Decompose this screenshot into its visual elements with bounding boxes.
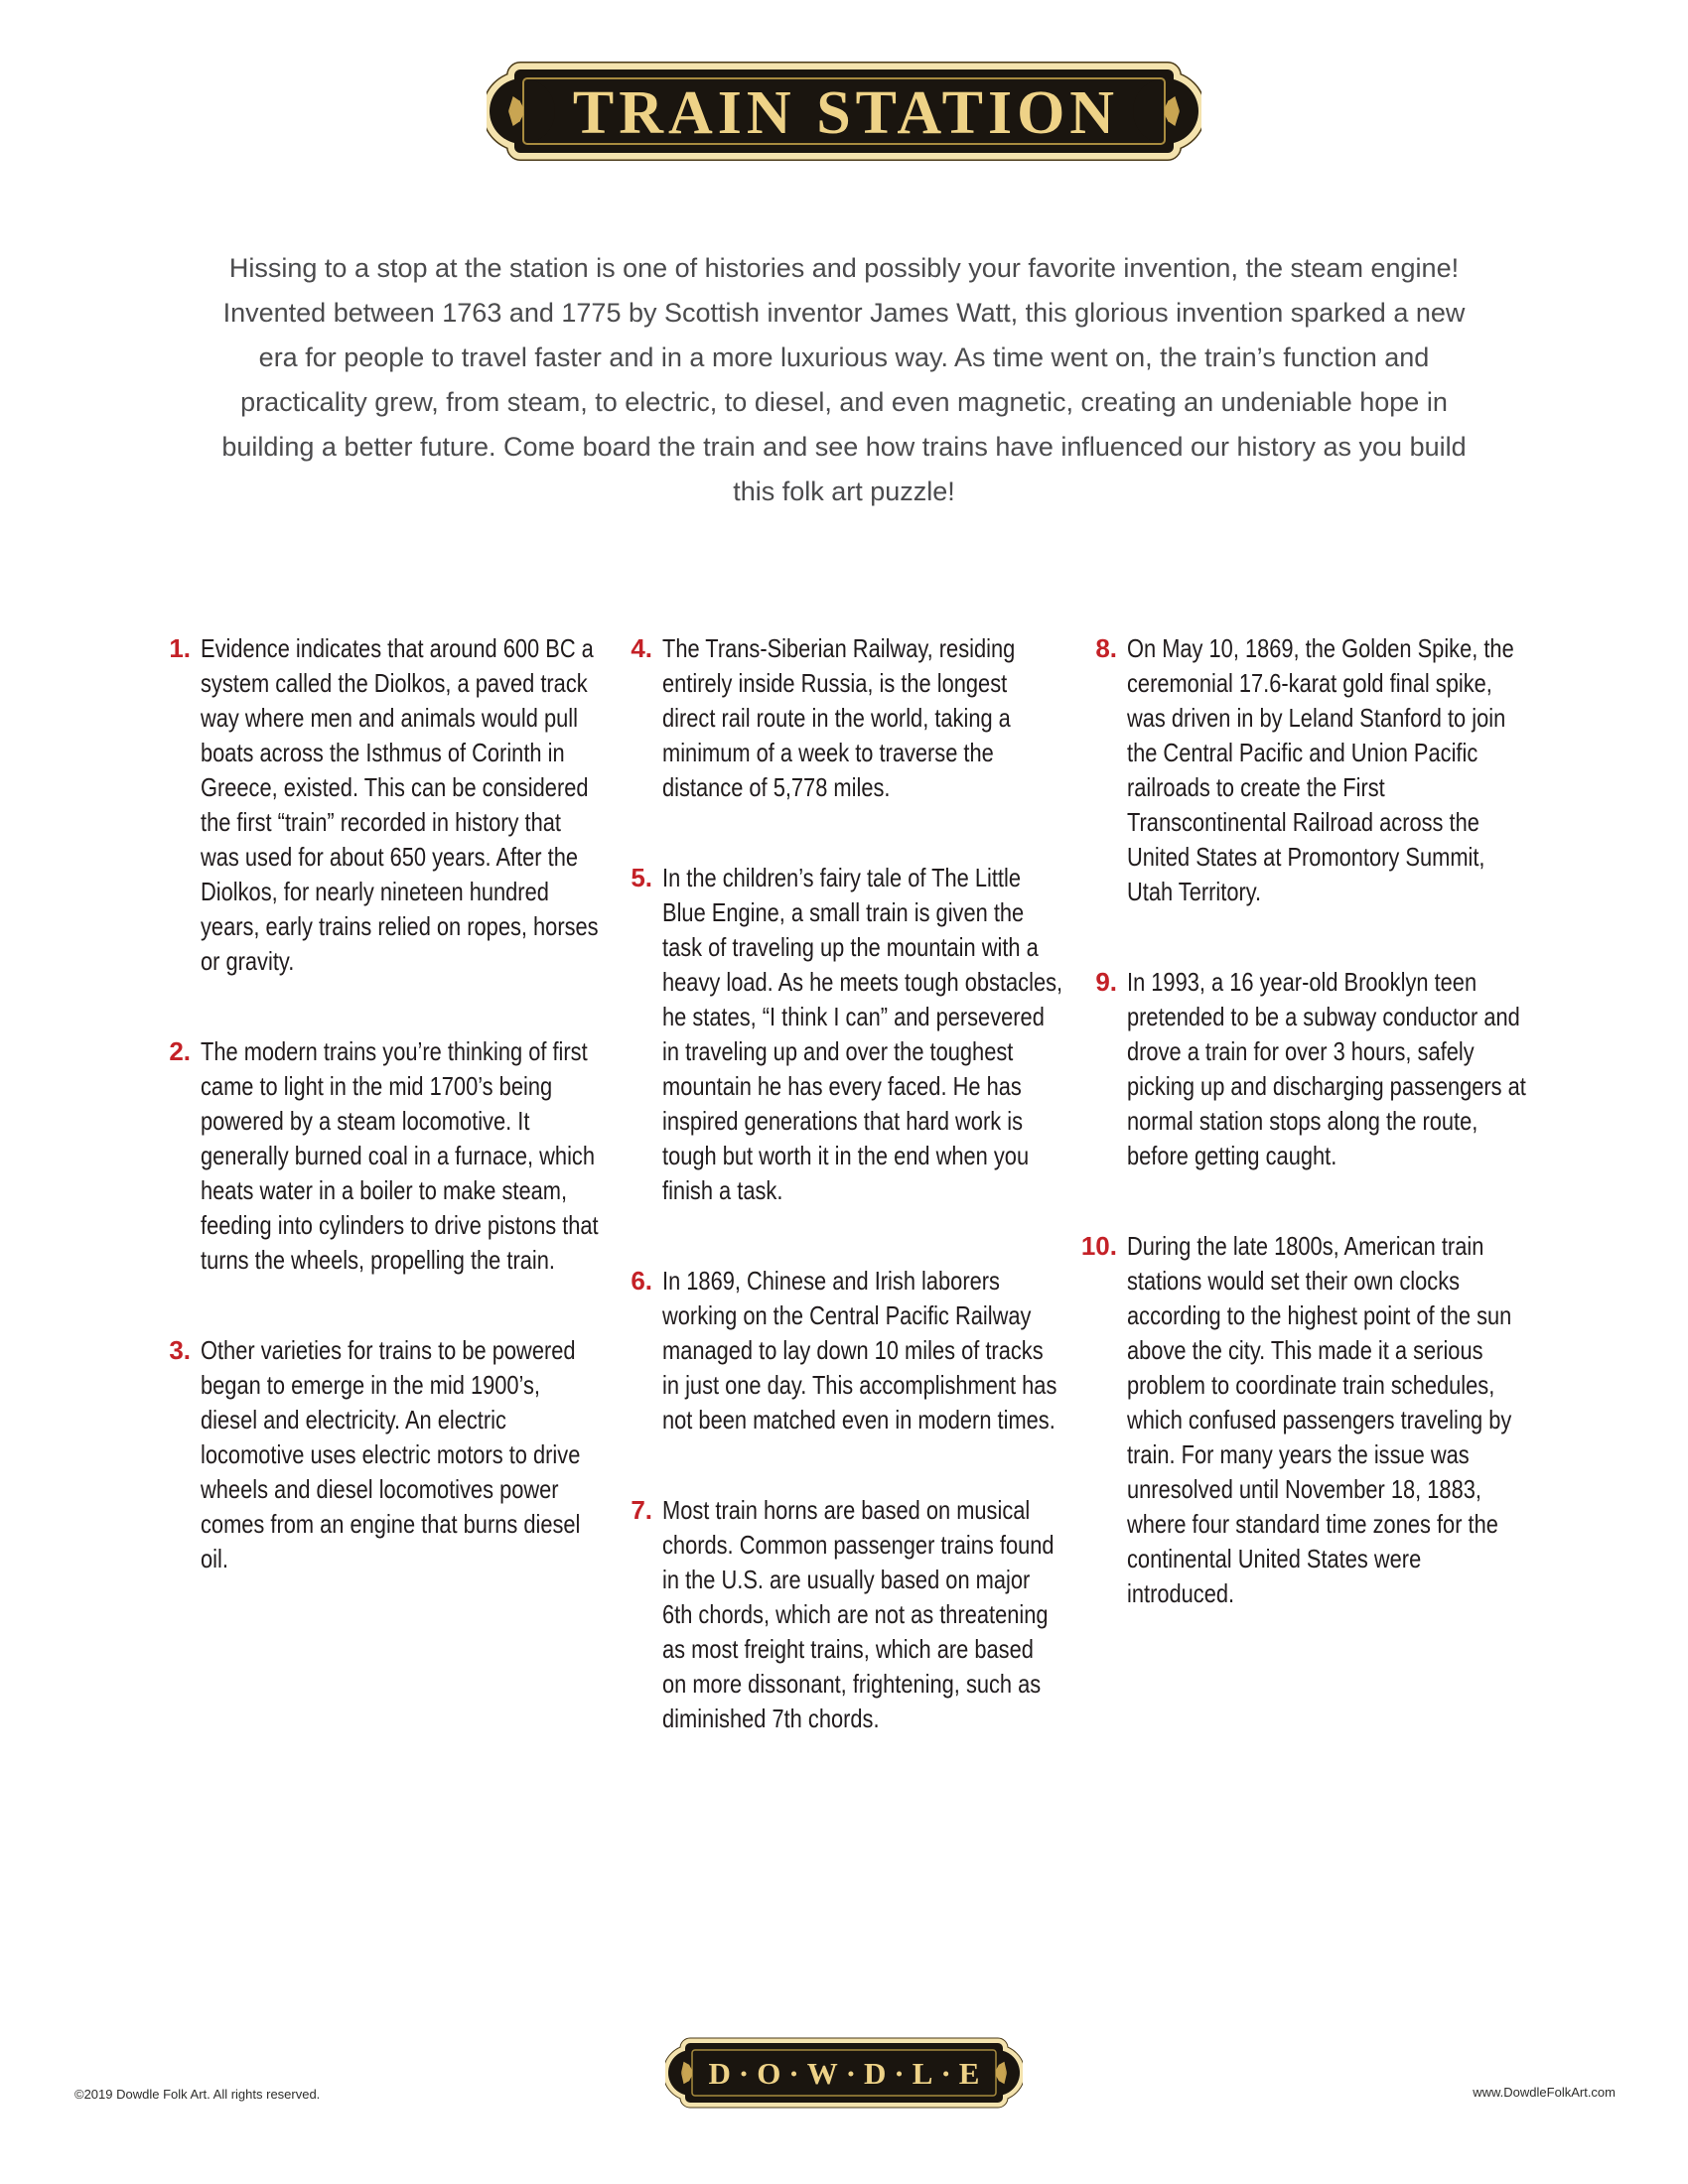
facts-column-1 [143, 631, 679, 1632]
fact-item-9 [1069, 965, 1606, 1173]
fact-text: In 1993, a 16 year-old Brooklyn teen pretended to be a subway conductor and drove a train for over 3 hours, safely picking up and discharging passengers at normal station stops along the route, before getting caught. [1127, 967, 1526, 1170]
fact-text: The Trans-Siberian Railway, residing entirely inside Russia, is the longest direct rail route in the world, taking a minimum of a week to traverse the distance of 5,778 miles. [662, 633, 1016, 802]
fact-item-3 [143, 1333, 679, 1576]
fact-item-10 [1069, 1229, 1606, 1611]
fact-item-1 [143, 631, 679, 979]
banner-plaque [487, 60, 1201, 163]
fact-item-7 [605, 1493, 1141, 1736]
website-url: www.DowdleFolkArt.com [1473, 2085, 1616, 2100]
banner-title: TRAIN STATION [572, 79, 1120, 147]
train-station-banner [487, 60, 1201, 168]
fact-number: 8. [1095, 633, 1117, 663]
fact-number: 6. [631, 1266, 652, 1296]
facts-column-2 [605, 631, 1141, 1792]
fact-number: 2. [169, 1036, 191, 1066]
fact-text: In the children’s fairy tale of The Little Blue Engine, a small train is given the task of traveling up the mountain with a heavy load. As he meets tough obstacles, he states, “I think I can” and persevered in traveling up and over the toughest mountain he has every faced. He has inspired generations that hard work is tough but worth it in the end when you finish a task. [662, 863, 1063, 1205]
fact-item-8 [1069, 631, 1606, 909]
fact-number: 10. [1080, 1231, 1117, 1261]
fact-item-4 [605, 631, 1141, 805]
fact-number: 7. [631, 1495, 652, 1525]
dowdle-plaque [665, 2035, 1023, 2111]
fact-text: Most train horns are based on musical chords. Common passenger trains found in the U.S. are usually based on major 6th chords, which are not as threatening as most freight trains, which are based on more dissonant, frightening, such as diminished 7th chords. [662, 1495, 1055, 1733]
fact-number: 1. [169, 633, 191, 663]
fact-text: On May 10, 1869, the Golden Spike, the ceremonial 17.6-karat gold final spike, was driven in by Leland Stanford to join the Central Pacific and Union Pacific railroads to create the First Transcontinental Railroad across the United States at Promontory Summit, Utah Territory. [1127, 633, 1514, 906]
fact-item-6 [605, 1264, 1141, 1437]
dowdle-logo [665, 2035, 1023, 2116]
fact-text: During the late 1800s, American train stations would set their own clocks according to the highest point of the sun above the city. This made it a serious problem to coordinate train schedules, which confused passengers traveling by train. For many years the issue was unresolved until November 18, 1883, where four standard time zones for the continental United States were introduced. [1127, 1231, 1512, 1608]
fact-number: 9. [1095, 967, 1117, 997]
fact-number: 5. [631, 863, 652, 892]
facts-column-3 [1069, 631, 1606, 1667]
fact-item-2 [143, 1034, 679, 1278]
dowdle-title: D·O·W·D·L·E [708, 2056, 988, 2091]
fact-number: 4. [631, 633, 652, 663]
fact-item-5 [605, 861, 1141, 1208]
fact-text: Other varieties for trains to be powered began to emerge in the mid 1900’s, diesel and electricity. An electric locomotive uses electric motors to drive wheels and diesel locomotives power comes from an engine that burns diesel oil. [201, 1335, 581, 1573]
fact-text: In 1869, Chinese and Irish laborers working on the Central Pacific Railway managed to lay down 10 miles of tracks in just one day. This accomplishment has not been matched even in modern times. [662, 1266, 1057, 1434]
fact-text: The modern trains you’re thinking of first came to light in the mid 1700’s being powered by a steam locomotive. It generally burned coal in a furnace, which heats water in a boiler to make steam, feeding into cylinders to drive pistons that turns the wheels, propelling the train. [201, 1036, 599, 1275]
intro-paragraph: Hissing to a stop at the station is one of histories and possibly your favorite invention, the steam engine! Invented between 1763 and 1775 by Scottish inventor James Watt, this glorious invention sparked a new era for people to travel faster and in a more luxurious way. As time went on, the train’s function and practicality grew, from steam, to electric, to diesel, and even magnetic, creating an undeniable hope in building a better future. Come board the train and see how trains have influenced our history as you build this folk art puzzle! [221, 253, 1467, 506]
fact-text: Evidence indicates that around 600 BC a system called the Diolkos, a paved track way where men and animals would pull boats across the Isthmus of Corinth in Greece, existed. This can be considered the first “train” recorded in history that was used for about 650 years. After the Diolkos, for nearly nineteen hundred years, early trains relied on ropes, horses or gravity. [201, 633, 599, 976]
fact-number: 3. [169, 1335, 191, 1365]
copyright-text: ©2019 Dowdle Folk Art. All rights reserved. [74, 2087, 321, 2102]
